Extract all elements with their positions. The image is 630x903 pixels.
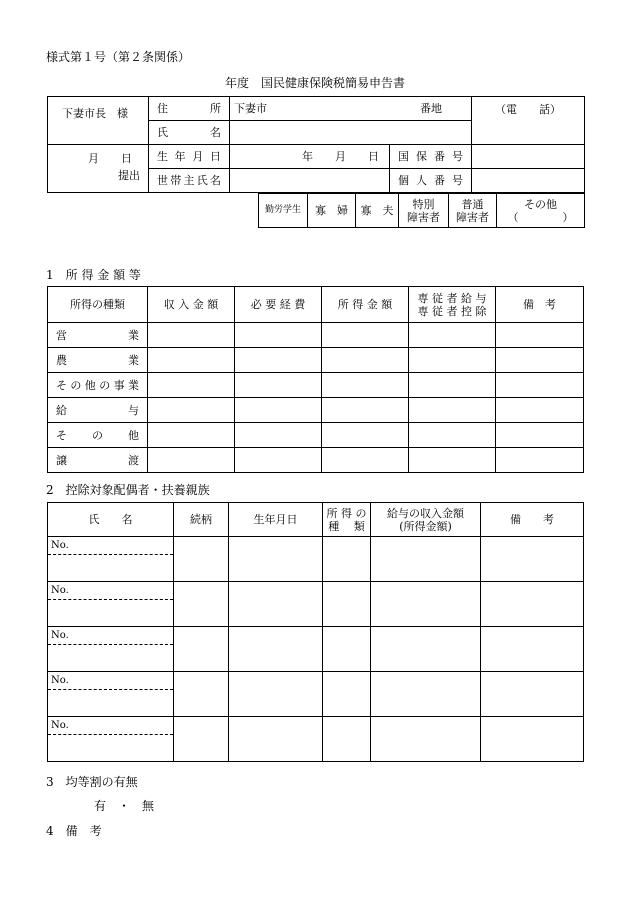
dep-header-salary [371, 503, 481, 537]
dep-cell[interactable] [371, 627, 481, 672]
status-normal-disabled[interactable] [449, 194, 497, 228]
applicant-table [47, 96, 585, 193]
dep-name-cell[interactable] [48, 717, 174, 762]
birth-label: 生年月日 [149, 145, 230, 169]
banchi-label: 番地 [420, 102, 442, 115]
normal-disabled-line2: 障害者 [456, 210, 489, 224]
income-cell[interactable] [235, 373, 322, 398]
page-title: 年度 国民健康保険税簡易申告書 [224, 76, 405, 90]
dep-name-cell[interactable] [48, 537, 174, 582]
income-cell[interactable] [148, 373, 235, 398]
birth-value: 年 月 日 [302, 150, 379, 163]
income-cell[interactable] [235, 448, 322, 473]
income-cell[interactable] [148, 323, 235, 348]
dep-cell[interactable] [229, 537, 323, 582]
address-field[interactable] [230, 97, 472, 121]
no-label: No. [51, 540, 69, 551]
income-cell[interactable] [496, 323, 584, 348]
dep-cell[interactable] [174, 537, 229, 582]
income-table [47, 286, 584, 473]
income-cell[interactable] [496, 448, 584, 473]
dep-cell[interactable] [481, 582, 584, 627]
income-row-label: 農業 [48, 348, 148, 373]
section1-heading: 1 所 得 金 額 等 [46, 268, 141, 282]
form-number: 様式第１号（第２条関係） [46, 50, 191, 64]
dep-header-relation: 続柄 [174, 503, 229, 537]
status-widow[interactable]: 寡 婦 [308, 194, 356, 228]
income-cell[interactable] [409, 448, 496, 473]
dep-header-remarks: 備 考 [481, 503, 584, 537]
birth-field[interactable] [230, 145, 390, 169]
special-disabled-line2: 障害者 [407, 210, 440, 224]
status-student[interactable]: 勤労学生 [259, 194, 308, 228]
income-header-type: 所得の種類 [48, 287, 148, 323]
no-label: No. [51, 585, 69, 596]
date-cell [48, 145, 149, 193]
section2-heading: 2 控除対象配偶者・扶養親族 [46, 483, 210, 497]
other-line2: （ ） [507, 210, 574, 224]
month-day: 月 日 [88, 152, 132, 165]
section3-heading: 3 均等割の有無 [46, 775, 138, 789]
income-row-label: その他 [48, 423, 148, 448]
income-cell[interactable] [235, 348, 322, 373]
normal-disabled-line1: 普通 [461, 197, 484, 211]
income-cell[interactable] [322, 448, 409, 473]
dep-header-type [323, 503, 371, 537]
income-cell[interactable] [148, 348, 235, 373]
addressee: 下妻市長 様 [62, 107, 128, 120]
income-cell[interactable] [322, 398, 409, 423]
dep-cell[interactable] [323, 672, 371, 717]
status-special-disabled[interactable] [399, 194, 449, 228]
equal-levy-options[interactable]: 有 ・ 無 [94, 799, 155, 813]
income-cell[interactable] [148, 398, 235, 423]
income-row-label: その他の事業 [48, 373, 148, 398]
dep-header-name: 氏 名 [48, 503, 174, 537]
income-cell[interactable] [235, 398, 322, 423]
dep-name-cell[interactable] [48, 672, 174, 717]
dep-cell[interactable] [371, 717, 481, 762]
insurance-no-label: 国 保 番 号 [390, 145, 472, 169]
dep-cell[interactable] [481, 537, 584, 582]
dep-cell[interactable] [323, 717, 371, 762]
income-cell[interactable] [409, 373, 496, 398]
income-cell[interactable] [148, 448, 235, 473]
income-cell[interactable] [235, 423, 322, 448]
salary-header-line1: 給与の収入金額 [387, 506, 464, 520]
income-row-label: 給与 [48, 398, 148, 423]
addressee-cell [48, 97, 149, 145]
dep-name-cell[interactable] [48, 582, 174, 627]
status-table [258, 193, 585, 228]
dep-cell[interactable] [229, 717, 323, 762]
income-cell[interactable] [496, 398, 584, 423]
dep-name-cell[interactable] [48, 627, 174, 672]
dep-header-birth: 生年月日 [229, 503, 323, 537]
dep-cell[interactable] [229, 582, 323, 627]
income-cell[interactable] [322, 373, 409, 398]
income-cell[interactable] [148, 423, 235, 448]
income-header-income: 収 入 金 額 [148, 287, 235, 323]
type-header-line1: 所 得 の [326, 506, 367, 520]
dep-cell[interactable] [371, 537, 481, 582]
personal-no-label: 個 人 番 号 [390, 169, 472, 193]
status-other[interactable] [497, 194, 585, 228]
income-row-label: 譲渡 [48, 448, 148, 473]
dep-cell[interactable] [174, 717, 229, 762]
income-cell[interactable] [322, 323, 409, 348]
dep-cell[interactable] [481, 627, 584, 672]
dep-cell[interactable] [229, 672, 323, 717]
dep-cell[interactable] [174, 672, 229, 717]
income-header-amount: 所 得 金 額 [322, 287, 409, 323]
income-header-remarks: 備 考 [496, 287, 584, 323]
income-header-expense: 必 要 経 費 [235, 287, 322, 323]
special-disabled-line1: 特別 [412, 197, 435, 211]
employee-header-line2: 専 従 者 控 除 [417, 304, 487, 318]
address-label: 住 所 [149, 97, 230, 121]
personal-no-field[interactable] [472, 169, 585, 193]
income-cell[interactable] [409, 323, 496, 348]
dependents-table [47, 502, 584, 762]
phone-label: （電 話） [495, 103, 561, 116]
household-field[interactable] [230, 169, 390, 193]
dep-cell[interactable] [371, 672, 481, 717]
income-cell[interactable] [496, 348, 584, 373]
insurance-no-field[interactable] [472, 145, 585, 169]
no-label: No. [51, 630, 69, 641]
dep-cell[interactable] [323, 582, 371, 627]
no-label: No. [51, 720, 69, 731]
other-line1: その他 [524, 197, 557, 211]
dep-cell[interactable] [174, 627, 229, 672]
income-cell[interactable] [496, 423, 584, 448]
name-label: 氏 名 [149, 121, 230, 145]
income-cell[interactable] [235, 323, 322, 348]
dep-cell[interactable] [323, 627, 371, 672]
income-cell[interactable] [409, 398, 496, 423]
income-cell[interactable] [409, 348, 496, 373]
type-header-line2: 種 類 [328, 519, 365, 533]
address-city: 下妻市 [234, 102, 267, 115]
submitted-label: 提出 [118, 169, 140, 182]
dep-cell[interactable] [371, 582, 481, 627]
phone-cell[interactable] [472, 97, 585, 145]
no-label: No. [51, 675, 69, 686]
dep-cell[interactable] [481, 717, 584, 762]
income-cell[interactable] [322, 348, 409, 373]
income-header-employee [409, 287, 496, 323]
income-cell[interactable] [496, 373, 584, 398]
section4-heading: 4 備 考 [46, 824, 102, 838]
household-label: 世帯主氏名 [149, 169, 230, 193]
status-widower[interactable]: 寡 夫 [356, 194, 399, 228]
dep-cell[interactable] [174, 582, 229, 627]
income-cell[interactable] [322, 423, 409, 448]
salary-header-line2: (所得金額) [399, 519, 452, 533]
dep-cell[interactable] [229, 627, 323, 672]
employee-header-line1: 専 従 者 給 与 [417, 291, 487, 305]
name-field[interactable] [230, 121, 472, 145]
income-cell[interactable] [409, 423, 496, 448]
dep-cell[interactable] [481, 672, 584, 717]
dep-cell[interactable] [323, 537, 371, 582]
income-row-label: 営業 [48, 323, 148, 348]
